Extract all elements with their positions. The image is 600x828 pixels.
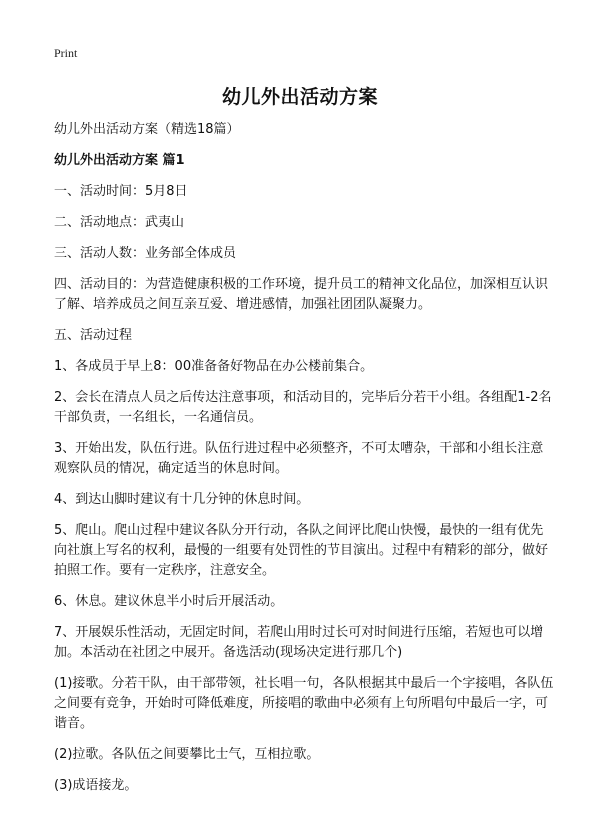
paragraph-activity-time: 一、活动时间：5月8日	[54, 184, 188, 199]
document-title: 幼儿外出活动方案	[221, 86, 378, 108]
paragraph-activity-3: (3)成语接龙。	[54, 778, 138, 793]
section-heading: 幼儿外出活动方案 篇1	[54, 153, 185, 168]
print-label: Print	[54, 46, 78, 60]
paragraph-step-7: 7、开展娱乐性活动，无固定时间，若爬山用时过长可对时间进行压缩，若短也可以增加。本活动在社团之中展开。备选活动(现场决定进行那几个)	[54, 625, 544, 660]
paragraph-purpose: 四、活动目的：为营造健康积极的工作环境，提升员工的精神文化品位，加深相互认识了解、培养成员之间互亲互爱、增进感情，加强社团团队凝聚力。	[54, 277, 549, 312]
paragraph-activity-location: 二、活动地点：武夷山	[54, 215, 185, 230]
paragraph-activity-1: (1)接歌。分若干队，由干部带领，社长唱一句，各队根据其中最后一个字接唱，各队伍之间要有竞争，开始时可降低难度，所接唱的歌曲中必须有上句所唱句中最后一字，可谐音。	[54, 676, 554, 731]
paragraph-process-heading: 五、活动过程	[54, 328, 133, 343]
paragraph-step-6: 6、休息。建议休息半小时后开展活动。	[54, 594, 284, 609]
paragraph-step-3: 3、开始出发，队伍行进。队伍行进过程中必须整齐，不可太嘈杂，干部和小组长注意观察队员的情况，确定适当的休息时间。	[54, 441, 544, 476]
document-subtitle: 幼儿外出活动方案（精选18篇）	[54, 122, 240, 137]
document-body	[54, 120, 554, 807]
paragraph-activity-2: (2)拉歌。各队伍之间要攀比士气，互相拉歌。	[54, 747, 320, 762]
paragraph-step-5: 5、爬山。爬山过程中建议各队分开行动，各队之间评比爬山快慢，最快的一组有优先向社旗上写名的权利，最慢的一组要有处罚性的节目演出。过程中有精彩的部分，做好拍照工作。要有一定秩序，注意安全。	[54, 523, 549, 578]
paragraph-step-4: 4、到达山脚时建议有十几分钟的休息时间。	[54, 492, 310, 507]
paragraph-step-1: 1、各成员于早上8：00准备备好物品在办公楼前集合。	[54, 359, 374, 374]
paragraph-step-2: 2、会长在清点人员之后传达注意事项，和活动目的，完毕后分若干小组。各组配1-2名干部负责，一名组长，一名通信员。	[54, 390, 552, 425]
paragraph-participants: 三、活动人数：业务部全体成员	[54, 246, 237, 261]
